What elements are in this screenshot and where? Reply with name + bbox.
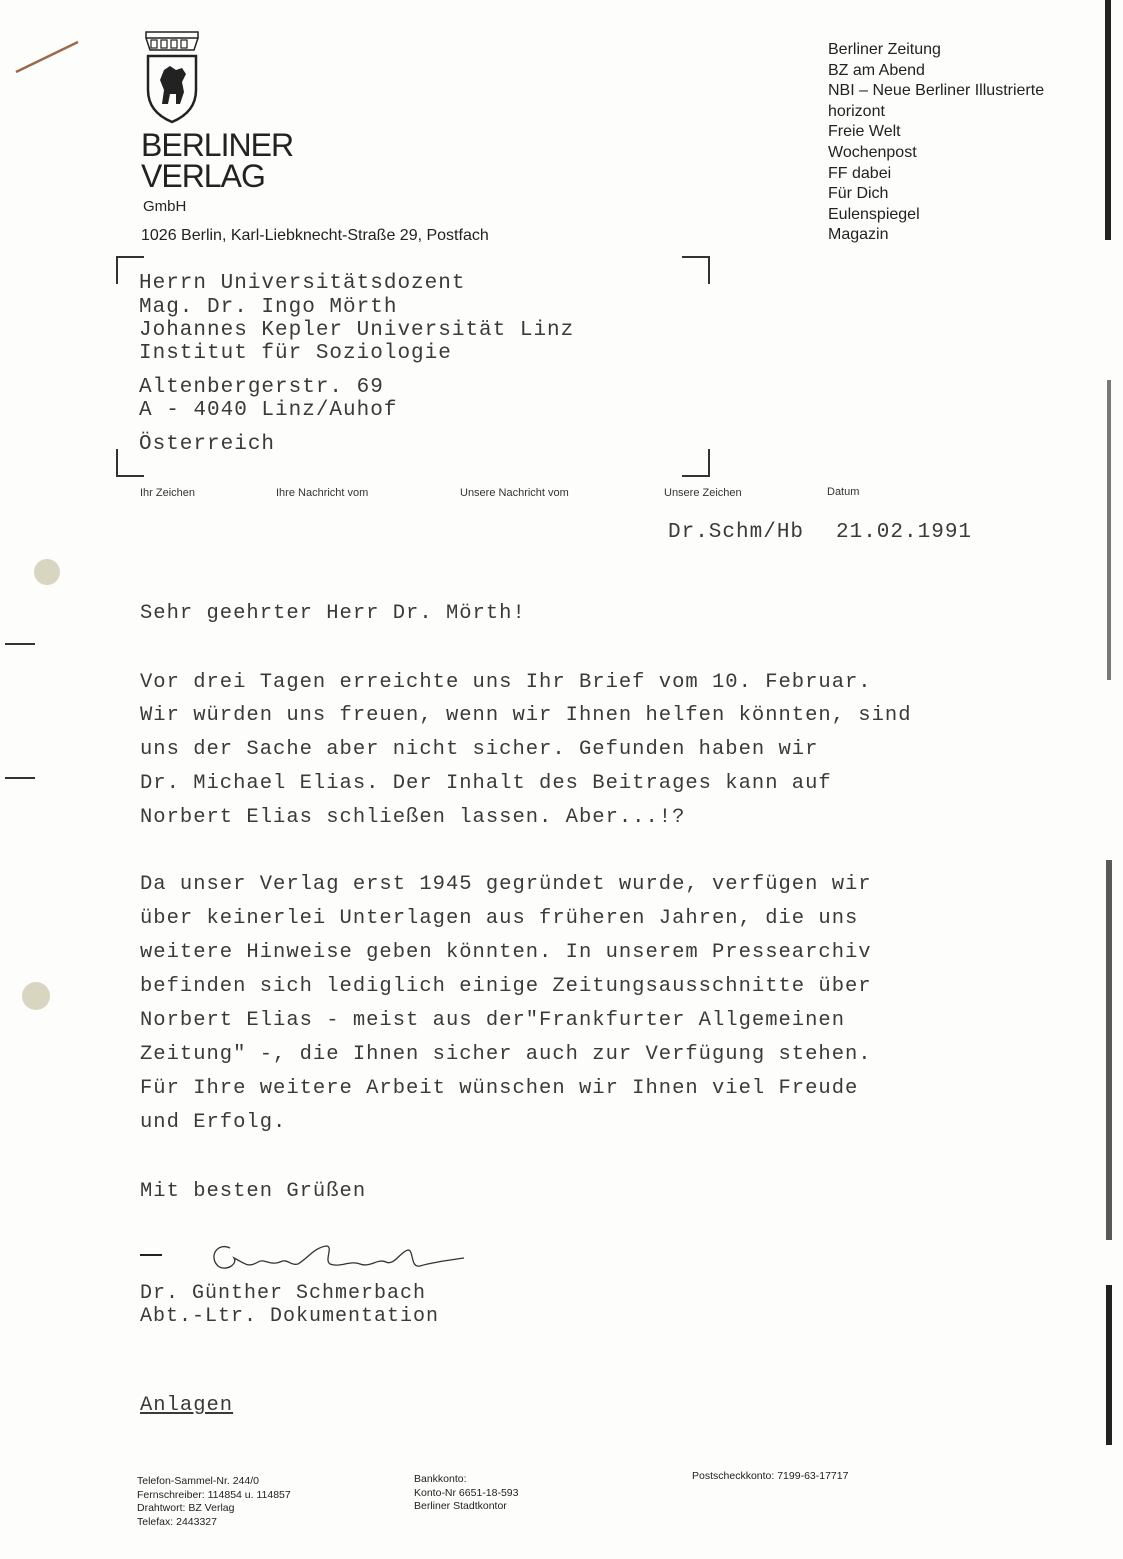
ref-label-unsere-zeichen: Unsere Zeichen: [664, 487, 742, 499]
footer-telefax: Telefax: 2443327: [137, 1515, 217, 1528]
footer-bank: [414, 1473, 518, 1514]
paragraph-line: und Erfolg.: [140, 1111, 287, 1134]
publication-item: BZ am Abend: [828, 61, 925, 79]
punch-hole-mark: [34, 559, 60, 585]
ref-label-ihr-zeichen: Ihr Zeichen: [140, 487, 196, 499]
paragraph-line: weitere Hinweise geben könnten. In unserem Pressearchiv: [140, 941, 872, 964]
pencil-stroke-mark: [14, 38, 80, 76]
recipient-line: Mag. Dr. Ingo Mörth: [139, 296, 398, 319]
recipient-line: Johannes Kepler Universität Linz: [139, 319, 575, 342]
paragraph-line: Da unser Verlag erst 1945 gegründet wurde, verfügen wir: [140, 873, 872, 896]
publication-item: horizont: [828, 102, 885, 120]
date-value: 21.02.1991: [836, 521, 973, 544]
paragraph-line: Vor drei Tagen erreichte uns Ihr Brief vom 10. Februar.: [140, 671, 872, 694]
brand-line-2: VERLAG: [141, 158, 265, 194]
publication-item: Berliner Zeitung: [828, 41, 941, 58]
signer-name: Dr. Günther Schmerbach: [140, 1282, 427, 1305]
paragraph-line: Zeitung" -, die Ihnen sicher auch zur Verfügung stehen.: [140, 1043, 872, 1066]
scan-edge-bar: [1105, 0, 1111, 240]
scan-edge-bar: [1106, 1285, 1112, 1445]
sender-address: 1026 Berlin, Karl-Liebknecht-Straße 29, Postfach: [141, 227, 489, 244]
paragraph-line: Dr. Michael Elias. Der Inhalt des Beitrages kann auf: [140, 772, 832, 795]
ref-label-unsere-nachricht: Unsere Nachricht vom: [460, 487, 569, 499]
paragraph-line: über keinerlei Unterlagen aus früheren Jahren, die uns: [140, 907, 859, 930]
footer-bank-name: Berliner Stadtkontor: [414, 1500, 507, 1512]
brand-name: [141, 127, 294, 194]
brand-line-1: BERLINER: [141, 127, 294, 163]
recipient-city: A - 4040 Linz/Auhof: [139, 399, 398, 422]
recipient-street: Altenbergerstr. 69: [139, 376, 384, 399]
paragraph-line: Für Ihre weitere Arbeit wünschen wir Ihnen viel Freude: [140, 1077, 859, 1100]
publication-item: Für Dich: [828, 185, 889, 203]
scan-edge-bar: [1106, 860, 1112, 1240]
scan-edge-bar: [1107, 380, 1111, 680]
recipient-line: Herrn Universitätsdozent: [139, 272, 466, 295]
footer-contact: [137, 1475, 291, 1529]
publications-list: [828, 40, 1044, 246]
footer-bankkonto-label: Bankkonto:: [414, 1473, 467, 1485]
footer-drahtwort: Drahtwort: BZ Verlag: [137, 1502, 235, 1514]
enclosure-note: Anlagen: [140, 1394, 234, 1417]
paragraph-line: Norbert Elias - meist aus der"Frankfurter Allgemeinen: [140, 1009, 846, 1032]
ref-label-datum: Datum: [827, 486, 860, 498]
salutation: Sehr geehrter Herr Dr. Mörth!: [140, 602, 526, 625]
publication-item: FF dabei: [828, 164, 892, 182]
closing: Mit besten Grüßen: [140, 1180, 367, 1203]
unsere-zeichen-value: Dr.Schm/Hb: [668, 521, 805, 544]
legal-form: GmbH: [143, 198, 187, 215]
berlin-bear-crest-logo: [142, 30, 202, 126]
fold-mark: [5, 643, 35, 645]
signer-title: Abt.-Ltr. Dokumentation: [140, 1305, 440, 1328]
paragraph-line: befinden sich lediglich einige Zeitungsausschnitte über: [140, 975, 872, 998]
footer-fernschreiber: Fernschreiber: 114854 u. 114857: [137, 1488, 291, 1501]
footer-postscheck: Postscheckkonto: 7199-63-17717: [692, 1470, 849, 1482]
footer-konto-nr: Konto-Nr 6651-18-593: [414, 1486, 519, 1499]
recipient-country: Österreich: [139, 433, 276, 456]
fold-mark: [5, 777, 35, 779]
address-window-corner: [682, 256, 710, 284]
publication-item: Magazin: [828, 226, 889, 244]
ref-label-ihre-nachricht: Ihre Nachricht vom: [276, 487, 369, 499]
footer-telefon: Telefon-Sammel-Nr. 244/0: [137, 1475, 259, 1487]
publication-item: Eulenspiegel: [828, 205, 920, 223]
handwritten-signature: [138, 1238, 468, 1282]
paragraph-line: uns der Sache aber nicht sicher. Gefunden haben wir: [140, 738, 819, 761]
punch-hole-mark: [22, 982, 50, 1010]
publication-item: Freie Welt: [828, 123, 901, 141]
address-window-corner: [682, 449, 710, 477]
publication-item: NBI – Neue Berliner Illustrierte: [828, 82, 1045, 100]
paragraph-line: Norbert Elias schließen lassen. Aber...!?: [140, 806, 686, 829]
paragraph-line: Wir würden uns freuen, wenn wir Ihnen helfen könnten, sind: [140, 704, 912, 727]
publication-item: Wochenpost: [828, 143, 917, 161]
recipient-line: Institut für Soziologie: [139, 342, 452, 365]
